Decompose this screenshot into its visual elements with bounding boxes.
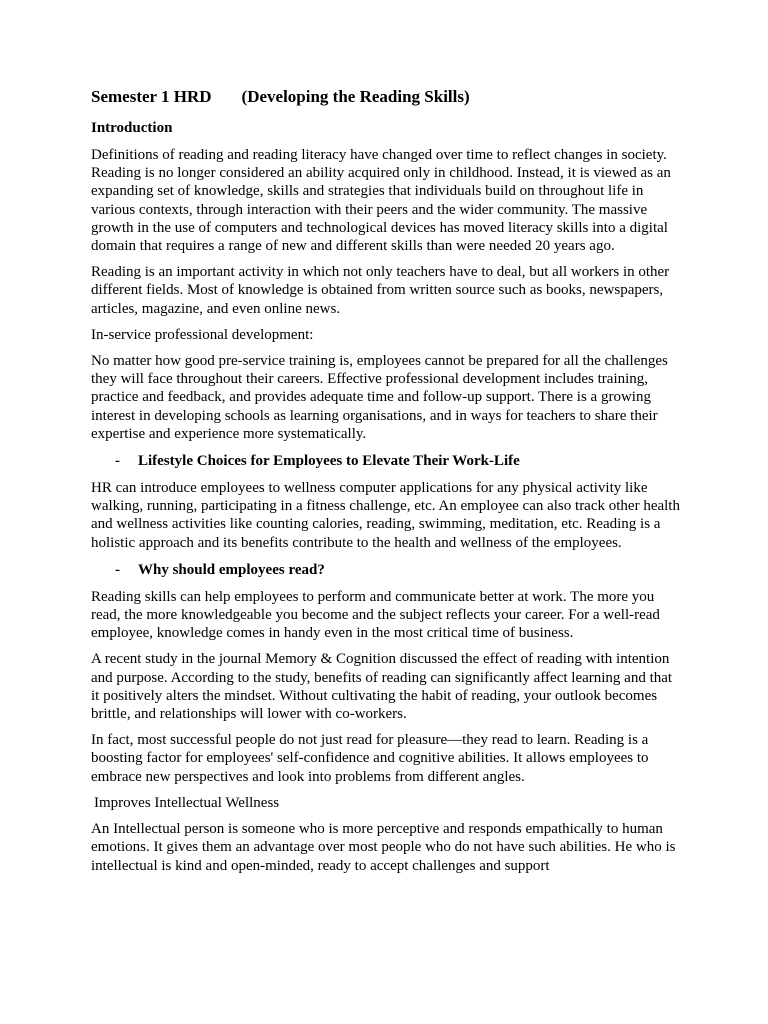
paragraph-professional-development: No matter how good pre-service training is, employees cannot be prepared for all the challenges they will face throughout their careers. Effective professional development includes training, practice and feedback, and provides adequate time and follow-up support. There is a growing interest in developing schools as learning organisations, and in ways for teachers to share their expertise and experience more systematically. bbox=[91, 353, 668, 442]
bullet-why-read-text: Why should employees read? bbox=[138, 561, 325, 578]
paragraph-hr-wellness: HR can introduce employees to wellness computer applications for any physical activity like walking, running, participating in a fitness challenge, etc. An employee can also track other health and wellness activities like counting calories, reading, swimming, meditation, etc. Reading is a holistic approach and its benefits contribute to the health and wellness of the employees. bbox=[91, 480, 680, 551]
bullet-lifestyle bbox=[91, 451, 681, 471]
inservice-label: In-service professional development: bbox=[91, 326, 314, 343]
bullet-dash: - bbox=[115, 561, 120, 578]
paragraph-importance: Reading is an important activity in which not only teachers have to deal, but all workers in other different fields. Most of knowledge is obtained from written source such as books, newspapers, articles, magazine, and even online news. bbox=[91, 264, 670, 317]
paragraph-study: A recent study in the journal Memory & Cognition discussed the effect of reading with intention and purpose. According to the study, benefits of reading can significantly affect learning and that it positively alters the mindset. Without cultivating the habit of reading, your outlook becomes brittle, and relationships will lower with co-workers. bbox=[91, 651, 673, 723]
intellectual-label: Improves Intellectual Wellness bbox=[94, 794, 280, 811]
bullet-dash: - bbox=[115, 453, 120, 470]
paragraph-definitions: Definitions of reading and reading literacy have changed over time to reflect changes in society. Reading is no longer considered an ability acquired only in childhood. Instead, it is viewed as an expanding set of knowledge, skills and strategies that individuals build on throughout life in various contexts, through interaction with their peers and the wider community. The massive growth in the use of computers and technological devices has moved literacy skills into a digital domain that requires a range of new and different skills than were needed 20 years ago. bbox=[91, 147, 671, 255]
paragraph-reading-skills: Reading skills can help employees to perform and communicate better at work. The more you read, the more knowledgeable you become and the subject reflects your career. For a well-read employee, knowledge comes in handy even in the most critical time of business. bbox=[91, 588, 660, 642]
document-title bbox=[91, 84, 681, 110]
title-topic: (Developing the Reading Skills) bbox=[241, 87, 470, 106]
paragraph-successful-people: In fact, most successful people do not just read for pleasure—they read to learn. Reading is a boosting factor for employees' self-confidence and cognitive abilities. It allows employees to embrace new perspectives and look into problems from different angles. bbox=[91, 732, 649, 785]
title-course: Semester 1 HRD bbox=[91, 87, 212, 106]
introduction-heading: Introduction bbox=[91, 120, 173, 136]
bullet-lifestyle-text: Lifestyle Choices for Employees to Elevate Their Work-Life bbox=[138, 453, 520, 470]
paragraph-intellectual: An Intellectual person is someone who is more perceptive and responds empathically to human emotions. It gives them an advantage over most people who do not have such abilities. He who is intellectual is kind and open-minded, ready to accept challenges and support bbox=[91, 821, 676, 874]
document-page bbox=[91, 84, 681, 883]
bullet-why-read bbox=[91, 560, 681, 580]
